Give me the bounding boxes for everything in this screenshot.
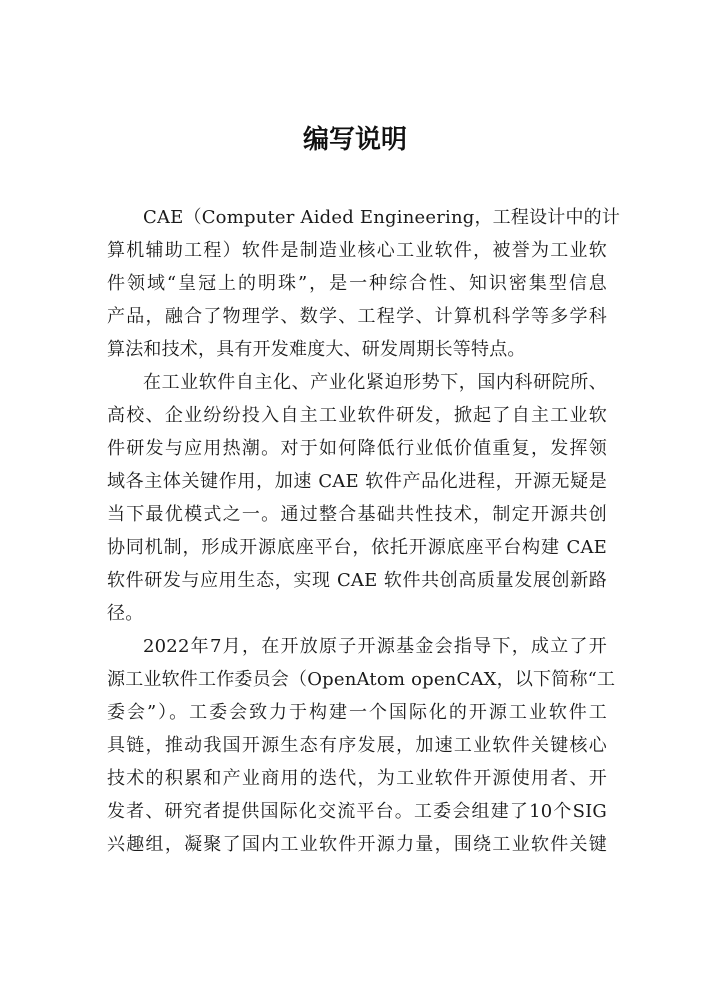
paragraph-line: 协同机制，形成开源底座平台，依托开源底座平台构建 CAE <box>107 537 607 558</box>
paragraph-line: 径。 <box>107 603 144 624</box>
document-title: 编写说明 <box>302 125 407 155</box>
paragraph-line: 产品，融合了物理学、数学、工程学、计算机科学等多学科 <box>107 306 607 327</box>
paragraph-line: 2022年7月，在开放原子开源基金会指导下，成立了开 <box>143 636 607 657</box>
paragraph-line: 软件研发与应用生态，实现 CAE 软件共创高质量发展创新路 <box>107 570 607 591</box>
paragraph-line: 兴趣组，凝聚了国内工业软件开源力量，围绕工业软件关键 <box>107 834 607 855</box>
paragraph-open-source-mode <box>107 366 607 630</box>
paragraph-line: 域各主体关键作用，加速 CAE 软件产品化进程，开源无疑是 <box>107 471 607 492</box>
paragraph-line: 高校、企业纷纷投入自主工业软件研发，掀起了自主工业软 <box>107 405 607 426</box>
paragraph-line: 委会”）。工委会致力于构建一个国际化的开源工业软件工 <box>107 702 607 723</box>
paragraph-committee <box>107 630 616 861</box>
paragraph-line: 在工业软件自主化、产业化紧迫形势下，国内科研院所、 <box>143 372 607 393</box>
paragraph-cae-intro <box>107 201 621 366</box>
paragraph-line: 算机辅助工程）软件是制造业核心工业软件，被誉为工业软 <box>107 240 607 261</box>
paragraph-line: 技术的积累和产业商用的迭代，为工业软件开源使用者、开 <box>107 768 607 789</box>
paragraph-line: 算法和技术，具有开发难度大、研发周期长等特点。 <box>107 339 526 360</box>
paragraph-line: 源工业软件工作委员会（OpenAtom openCAX，以下简称“工 <box>107 669 616 690</box>
paragraph-line: 发者、研究者提供国际化交流平台。工委会组建了10个SIG <box>107 801 607 822</box>
document-body <box>107 201 621 861</box>
paragraph-line: 当下最优模式之一。通过整合基础共性技术，制定开源共创 <box>107 504 607 525</box>
paragraph-line: 具链，推动我国开源生态有序发展，加速工业软件关键核心 <box>107 735 607 756</box>
paragraph-line: 件领域“皇冠上的明珠”，是一种综合性、知识密集型信息 <box>107 273 607 294</box>
paragraph-line: 件研发与应用热潮。对于如何降低行业低价值重复，发挥领 <box>107 438 607 459</box>
paragraph-line: CAE（Computer Aided Engineering，工程设计中的计 <box>143 207 621 228</box>
